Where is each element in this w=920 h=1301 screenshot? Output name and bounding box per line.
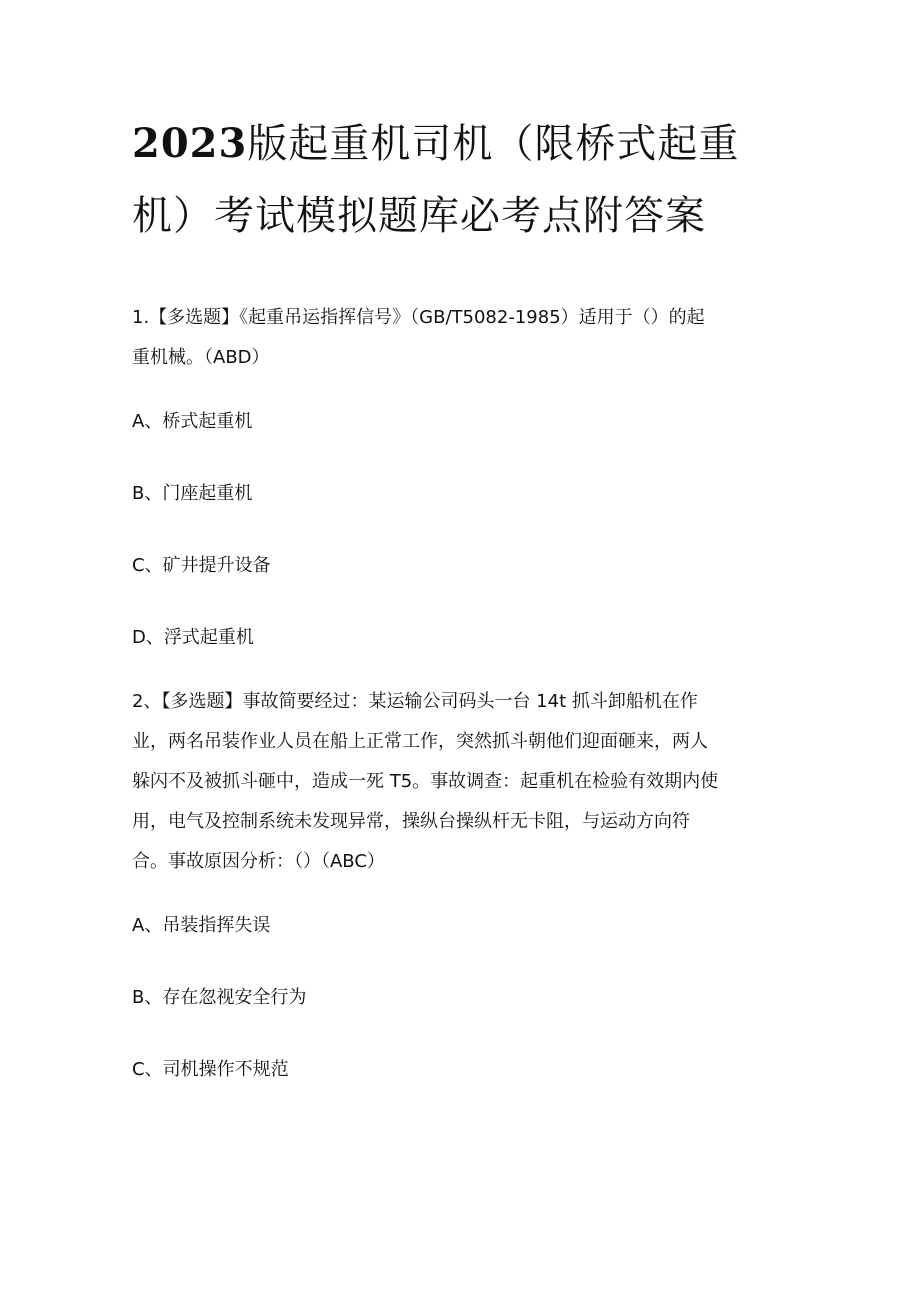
option-c: C、司机操作不规范	[132, 1059, 289, 1080]
option-b: B、门座起重机	[132, 483, 253, 504]
option-d: D、浮式起重机	[132, 627, 254, 648]
option-a: A、吊装指挥失误	[132, 915, 271, 936]
question-list	[132, 298, 802, 1086]
question-1	[132, 298, 802, 654]
question-stem-line: 业，两名吊装作业人员在船上正常工作，突然抓斗朝他们迎面砸来，两人	[132, 731, 708, 752]
question-stem-line: 躲闪不及被抓斗砸中，造成一死 T5。事故调查：起重机在检验有效期内使	[132, 771, 719, 792]
title-line-2: 机）考试模拟题库必考点附答案	[132, 193, 706, 239]
title-line-1-text: 版起重机司机（限桥式起重	[247, 121, 740, 167]
option-b: B、存在忽视安全行为	[132, 987, 307, 1008]
question-stem-line: 重机械。（ABD）	[132, 347, 270, 368]
option-a: A、桥式起重机	[132, 411, 253, 432]
title-line-1	[132, 108, 772, 180]
document-title	[132, 108, 772, 252]
option-list	[132, 910, 802, 1086]
option-c: C、矿井提升设备	[132, 555, 271, 576]
option-list	[132, 406, 802, 654]
question-stem-line: 2、【多选题】事故简要经过：某运输公司码头一台 14t 抓斗卸船机在作	[132, 691, 698, 712]
question-stem-line: 用，电气及控制系统未发现异常，操纵台操纵杆无卡阻，与运动方向符	[132, 811, 690, 832]
question-stem	[132, 682, 802, 882]
title-year: 2023	[132, 120, 248, 167]
question-stem-line: 1.【多选题】《起重吊运指挥信号》（GB/T5082-1985）适用于（）的起	[132, 307, 705, 328]
question-stem-line: 合。事故原因分析：（）（ABC）	[132, 851, 385, 872]
question-stem	[132, 298, 802, 378]
question-2	[132, 682, 802, 1086]
